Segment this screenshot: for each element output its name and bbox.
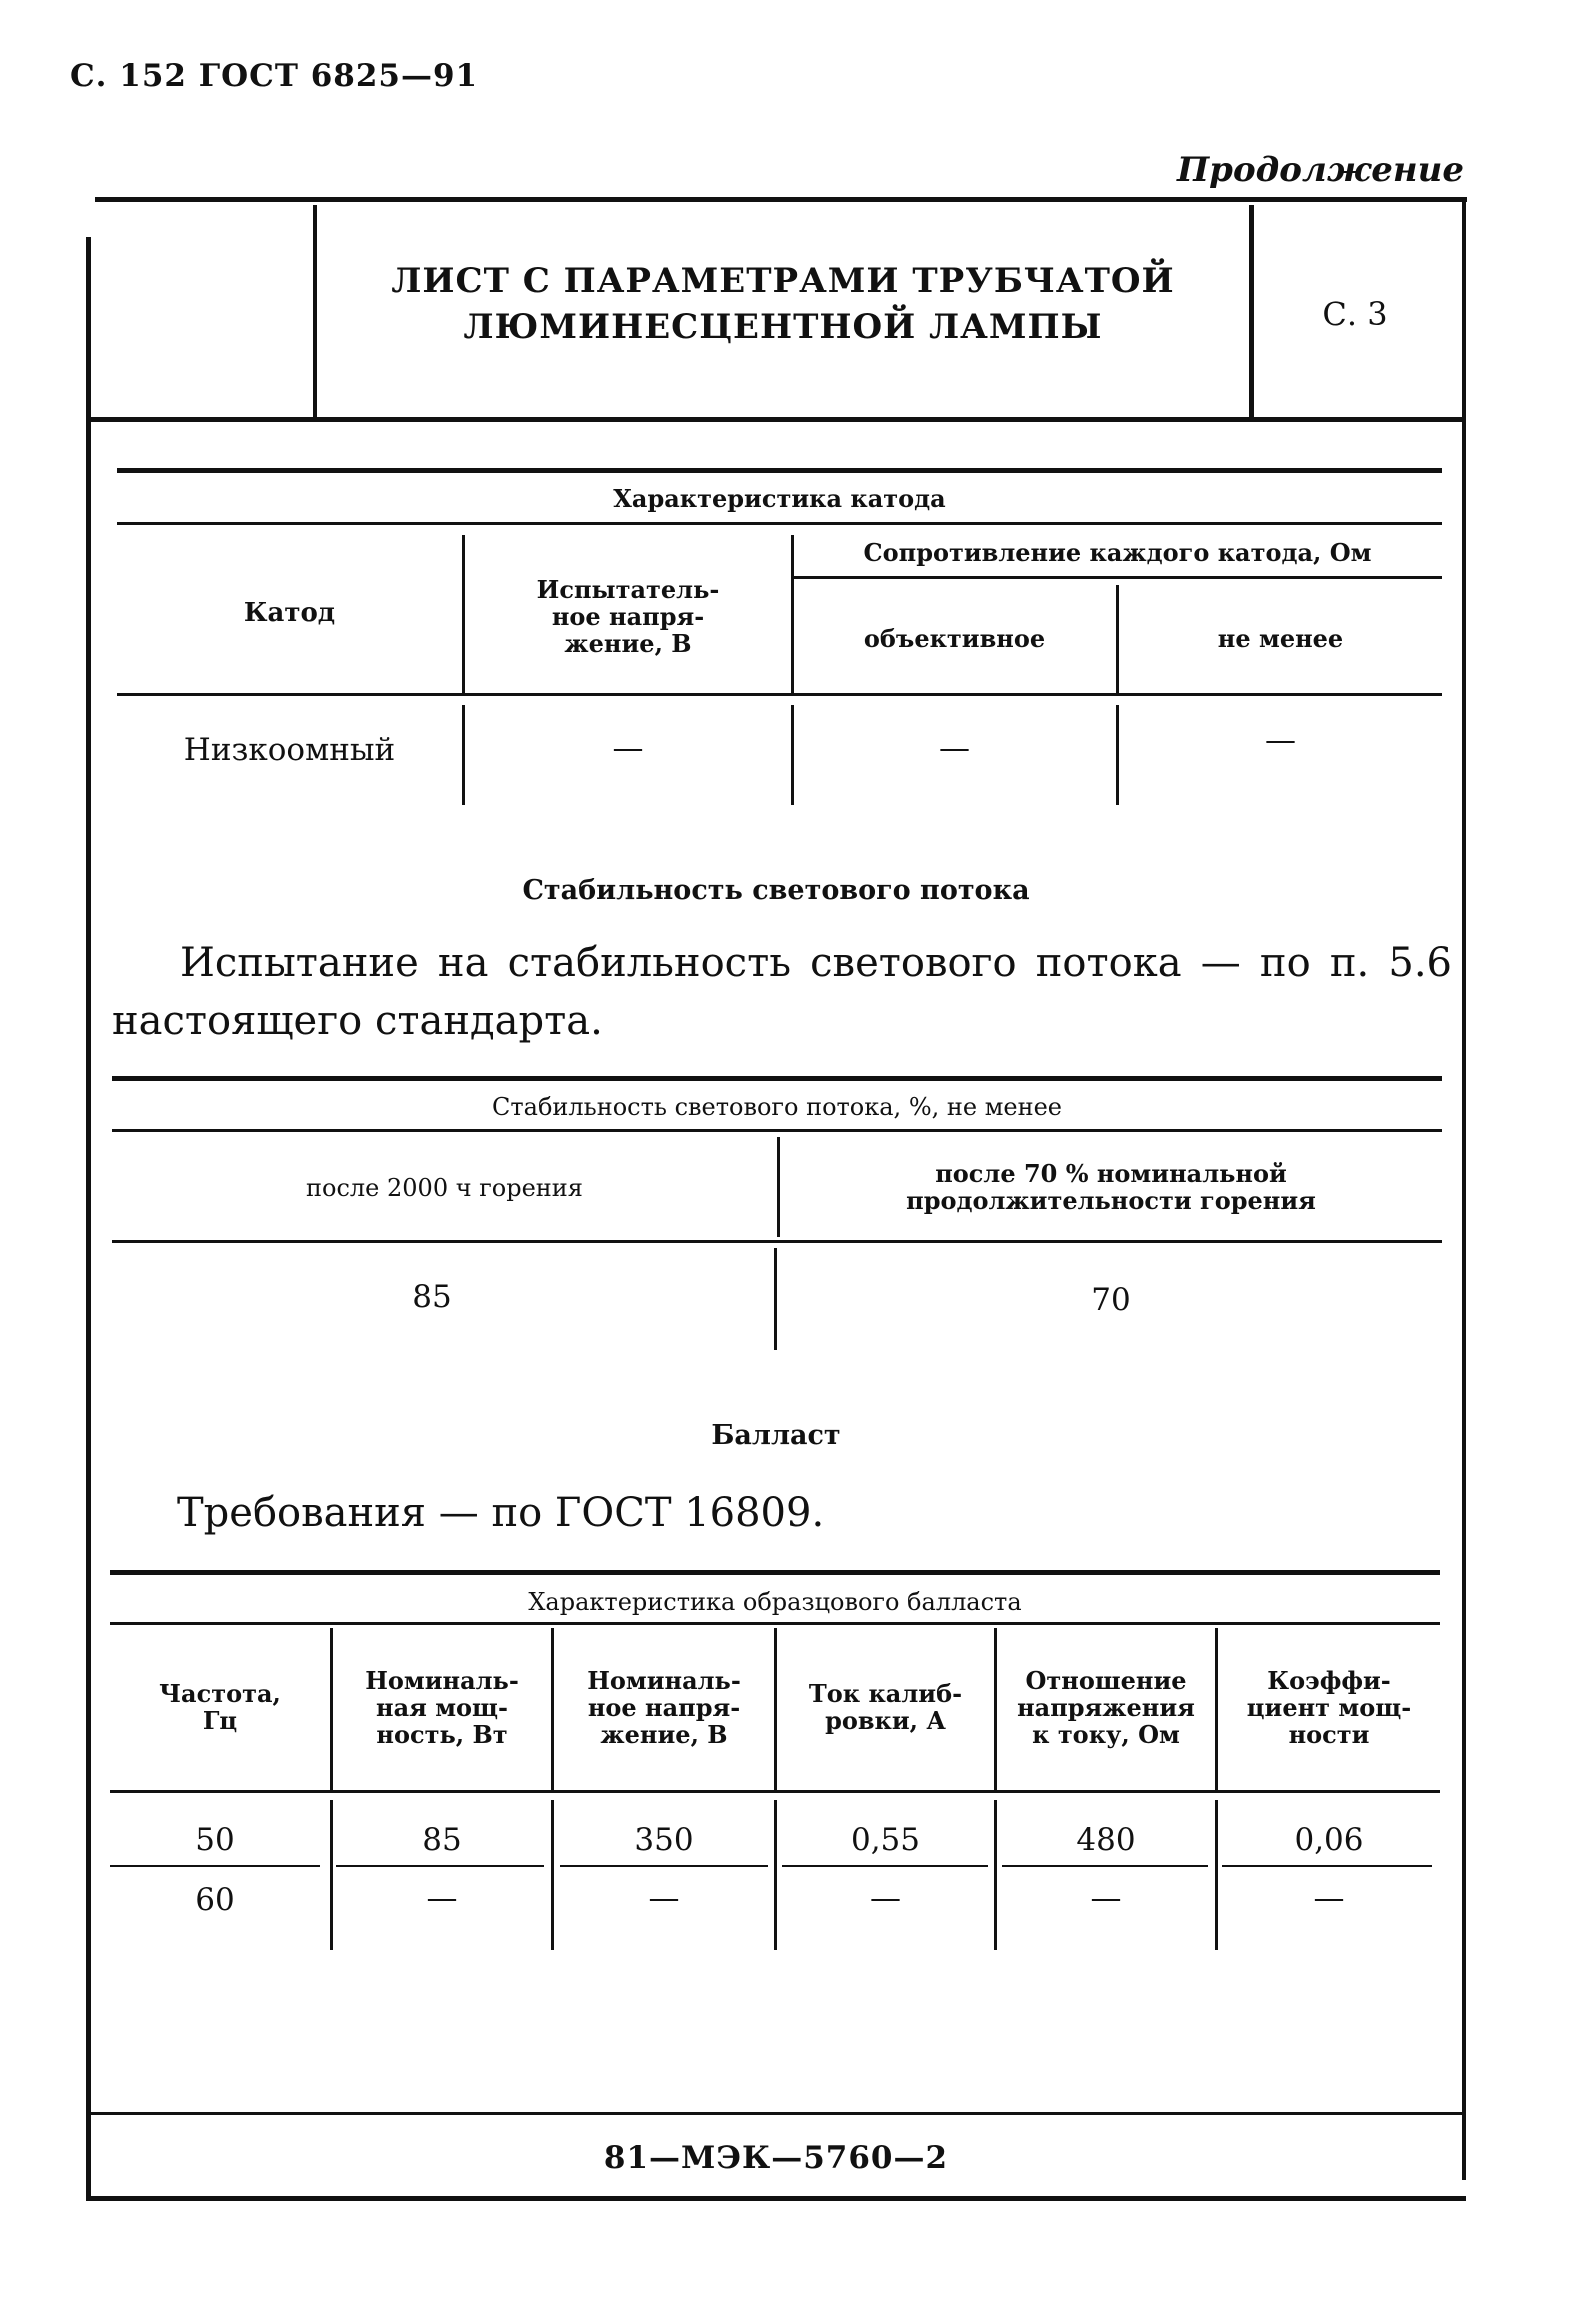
col-voltage-current-ratio <box>997 1667 1215 1748</box>
ballast-row-1-voltage: 350 <box>634 1822 694 1858</box>
col-frequency-line-2: Гц <box>202 1706 238 1735</box>
stability-header-rule <box>112 1240 1442 1243</box>
cathode-type: Низкоомный <box>183 732 396 768</box>
cathode-caption-rule <box>117 522 1442 525</box>
ballast-row-2-frequency: 60 <box>195 1882 235 1918</box>
cathode-test-voltage-value: — <box>612 730 644 766</box>
cathode-table-top-rule <box>117 468 1442 473</box>
frame-left-rule <box>86 237 91 2200</box>
col-resistance: Сопротивление каждого катода, Ом <box>863 538 1372 567</box>
ballast-row-1-current: 0,55 <box>850 1822 921 1858</box>
ballast-row-1-rule-f <box>1222 1865 1432 1867</box>
col-rated-power-line-3: ность, Вт <box>376 1720 508 1749</box>
title-bottom-rule <box>90 417 1462 422</box>
stability-vline-row <box>774 1248 777 1350</box>
col-power-factor <box>1218 1667 1440 1748</box>
ballast-row-1-rule-a <box>110 1865 320 1867</box>
cathode-caption: Характеристика катода <box>613 484 946 513</box>
ballast-row-2-voltage: — <box>648 1880 680 1916</box>
ballast-row-2-power: — <box>426 1880 458 1916</box>
sheet-page-number: С. 3 <box>1322 295 1388 333</box>
ballast-row-1-power-factor: 0,06 <box>1294 1822 1364 1858</box>
cathode-objective-value: — <box>939 730 970 766</box>
col-calibration-current-line-2: ровки, А <box>825 1706 946 1735</box>
stability-text: Испытание на стабильность светового потока — по п. 5.6 настоящего стандарта. <box>112 940 1452 1044</box>
col-frequency-line-1: Частота, <box>159 1679 281 1708</box>
col-after-2000: после 2000 ч горения <box>306 1174 583 1202</box>
ballast-header-rule <box>110 1790 1440 1793</box>
ballast-text: Требования — по ГОСТ 16809. <box>177 1490 825 1536</box>
col-rated-voltage <box>554 1667 774 1748</box>
stability-value-2000: 85 <box>412 1279 452 1315</box>
ballast-row-1-rule-b <box>336 1865 544 1867</box>
ballast-row-2-current: — <box>870 1880 901 1916</box>
col-test-voltage-line-1: Испытатель- <box>536 575 720 604</box>
stability-table-top-rule <box>112 1076 1442 1081</box>
ballast-row-2-power-factor: — <box>1313 1880 1345 1916</box>
col-after-70-line-1: после 70 % номинальной <box>935 1159 1287 1188</box>
col-rated-power <box>333 1667 551 1748</box>
frame-right-rule <box>1462 200 1466 2180</box>
col-frequency <box>110 1680 330 1734</box>
frame-bottom-rule <box>86 2196 1466 2201</box>
col-test-voltage-line-2: ное напря- <box>551 602 705 631</box>
col-ratio-line-2: напряжения <box>1017 1693 1195 1722</box>
ballast-table-top-rule <box>110 1570 1440 1575</box>
col-ratio-line-3: к току, Ом <box>1032 1720 1180 1749</box>
ballast-heading: Балласт <box>711 1420 841 1451</box>
ballast-caption-rule <box>110 1622 1440 1625</box>
ballast-row-1-power: 85 <box>422 1822 462 1858</box>
stability-heading: Стабильность светового потока <box>522 875 1030 906</box>
ballast-row-1-rule-c <box>560 1865 768 1867</box>
col-power-factor-line-1: Коэффи- <box>1267 1666 1391 1695</box>
col-rated-voltage-line-3: жение, В <box>600 1720 728 1749</box>
stability-caption: Стабильность светового потока, %, не менее <box>492 1093 1062 1121</box>
col-cathode: Катод <box>243 598 336 628</box>
col-objective: объективное <box>863 624 1046 653</box>
col-test-voltage-line-3: жение, В <box>564 629 692 658</box>
col-after-70-line-2: продолжительности горения <box>906 1186 1316 1215</box>
col-calibration-current-line-1: Ток калиб- <box>808 1679 963 1708</box>
col-power-factor-line-3: ности <box>1288 1720 1370 1749</box>
col-calibration-current <box>777 1680 994 1734</box>
frame-top-rule <box>95 197 1467 202</box>
cathode-min-value: — <box>1265 722 1296 758</box>
ballast-row-1-rule-e <box>1002 1865 1208 1867</box>
sheet-title <box>317 258 1249 350</box>
col-power-factor-line-2: циент мощ- <box>1246 1693 1412 1722</box>
col-min: не менее <box>1217 624 1344 653</box>
col-rated-power-line-2: ная мощ- <box>376 1693 508 1722</box>
ballast-row-1-frequency: 50 <box>195 1822 235 1858</box>
col-test-voltage <box>465 576 791 657</box>
stability-caption-rule <box>112 1129 1442 1132</box>
col-after-70 <box>780 1160 1442 1214</box>
cathode-subhead-rule <box>793 576 1442 579</box>
sheet-title-line-1: ЛИСТ С ПАРАМЕТРАМИ ТРУБЧАТОЙ <box>391 261 1175 301</box>
ballast-row-1-ratio: 480 <box>1076 1822 1136 1858</box>
col-rated-voltage-line-2: ное напря- <box>587 1693 741 1722</box>
footer-top-rule <box>90 2112 1462 2115</box>
col-ratio-line-1: Отношение <box>1025 1666 1187 1695</box>
ballast-row-1-rule-d <box>782 1865 988 1867</box>
cathode-header-rule <box>117 693 1442 696</box>
stability-value-70: 70 <box>1091 1282 1131 1318</box>
continuation-label: Продолжение <box>1177 150 1464 190</box>
footer-code: 81—МЭК—5760—2 <box>603 2140 949 2176</box>
ballast-row-2-ratio: — <box>1090 1880 1122 1916</box>
page-header: С. 152 ГОСТ 6825—91 <box>70 58 479 94</box>
sheet-title-line-2: ЛЮМИНЕСЦЕНТНОЙ ЛАМПЫ <box>463 307 1103 347</box>
col-rated-voltage-line-1: Номиналь- <box>587 1666 741 1695</box>
col-rated-power-line-1: Номиналь- <box>365 1666 519 1695</box>
ballast-caption: Характеристика образцового балласта <box>528 1588 1022 1616</box>
